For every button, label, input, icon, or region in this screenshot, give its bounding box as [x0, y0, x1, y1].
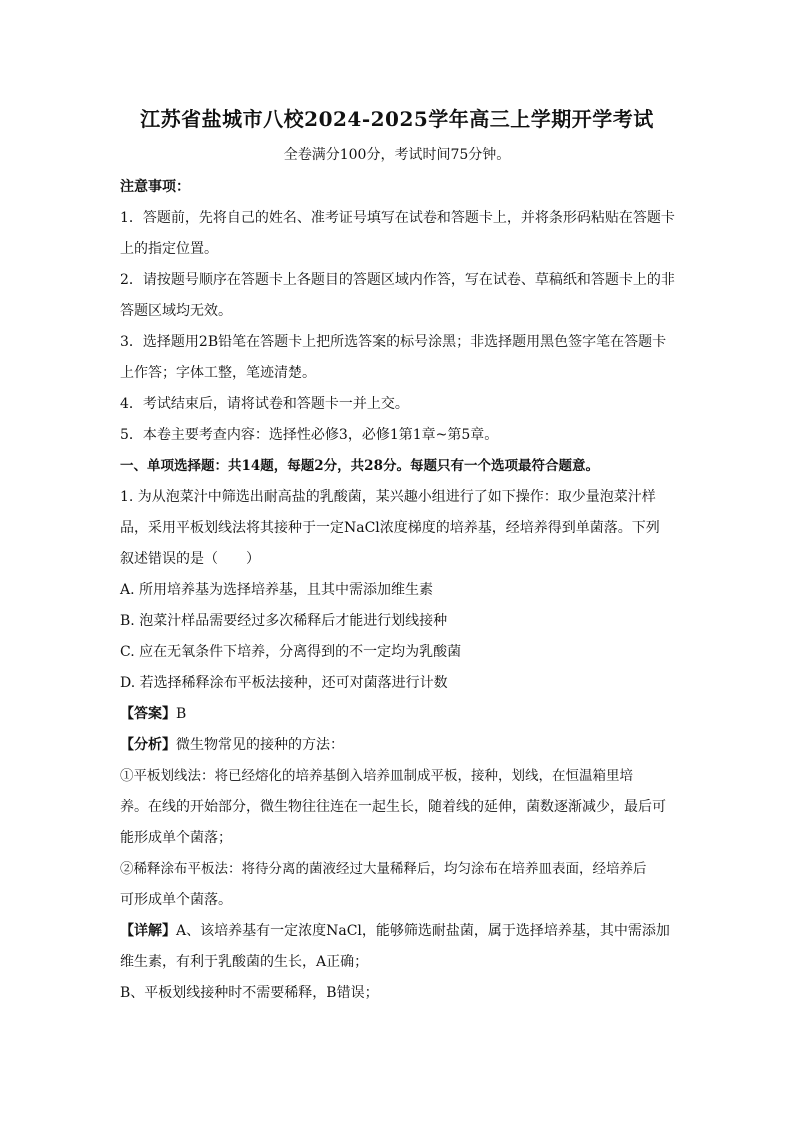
analysis-detail-line: 养。在线的开始部分，微生物往往连在一起生长，随着线的延伸，菌数逐渐减少，最后可 — [120, 799, 666, 815]
option-c: C. 应在无氧条件下培养，分离得到的不一定均为乳酸菌 — [120, 644, 462, 660]
analysis-detail-line: ②稀释涂布平板法：将待分离的菌液经过大量稀释后，均匀涂布在培养皿表面，经培养后 — [120, 861, 647, 877]
notice-line: 4．考试结束后，请将试卷和答题卡一并上交。 — [120, 396, 409, 412]
detail-text: A、该培养基有一定浓度NaCl，能够筛选耐盐菌，属于选择培养基，其中需添加 — [176, 923, 670, 939]
notice-line: 5．本卷主要考查内容：选择性必修3，必修1第1章~第5章。 — [120, 427, 499, 443]
analysis-line — [120, 735, 680, 755]
notice-line: 上的指定位置。 — [120, 241, 218, 257]
analysis-text: 微生物常见的接种的方法： — [176, 737, 344, 753]
option-a: A. 所用培养基为选择培养基，且其中需添加维生素 — [120, 582, 434, 598]
answer-line — [120, 704, 680, 724]
analysis-label: 【分析】 — [120, 737, 176, 753]
notice-line: 答题区域均无效。 — [120, 303, 232, 319]
answer-label: 【答案】 — [120, 706, 176, 722]
option-b: B. 泡菜汁样品需要经过多次稀释后才能进行划线接种 — [120, 613, 448, 629]
notice-line: 3．选择题用2B铅笔在答题卡上把所选答案的标号涂黑；非选择题用黑色签字笔在答题卡 — [120, 334, 667, 350]
question-stem-line: 品，采用平板划线法将其接种于一定NaCl浓度梯度的培养基，经培养得到单菌落。下列 — [120, 520, 660, 536]
detail-line — [120, 921, 680, 941]
detail-line: 维生素，有利于乳酸菌的生长，A正确； — [120, 954, 369, 970]
page-title: 江苏省盐城市八校2024-2025学年高三上学期开学考试 — [140, 107, 654, 131]
analysis-detail-line: 能形成单个菌落； — [120, 830, 232, 846]
notice-heading: 注意事项： — [120, 179, 190, 195]
notice-line: 上作答；字体工整，笔迹清楚。 — [120, 365, 316, 381]
detail-line: B、平板划线接种时不需要稀释，B错误； — [120, 985, 379, 1001]
question-stem-line: 叙述错误的是（ ） — [120, 551, 260, 567]
section-heading: 一、单项选择题：共14题，每题2分，共28分。每题只有一个选项最符合题意。 — [120, 458, 599, 474]
answer-value: B — [176, 706, 187, 722]
analysis-detail-line: 可形成单个菌落。 — [120, 892, 232, 908]
analysis-detail-line: ①平板划线法：将已经熔化的培养基倒入培养皿制成平板，接种，划线，在恒温箱里培 — [120, 768, 633, 784]
detail-label: 【详解】 — [120, 923, 176, 939]
option-d: D. 若选择稀释涂布平板法接种，还可对菌落进行计数 — [120, 675, 448, 691]
notice-line: 2．请按题号顺序在答题卡上各题目的答题区域内作答，写在试卷、草稿纸和答题卡上的非 — [120, 272, 675, 288]
question-stem-line: 1. 为从泡菜汁中筛选出耐高盐的乳酸菌，某兴趣小组进行了如下操作：取少量泡菜汁样 — [120, 489, 656, 505]
page-subtitle: 全卷满分100分，考试时间75分钟。 — [283, 147, 511, 163]
notice-line: 1．答题前，先将自己的姓名、准考证号填写在试卷和答题卡上，并将条形码粘贴在答题卡 — [120, 210, 675, 226]
